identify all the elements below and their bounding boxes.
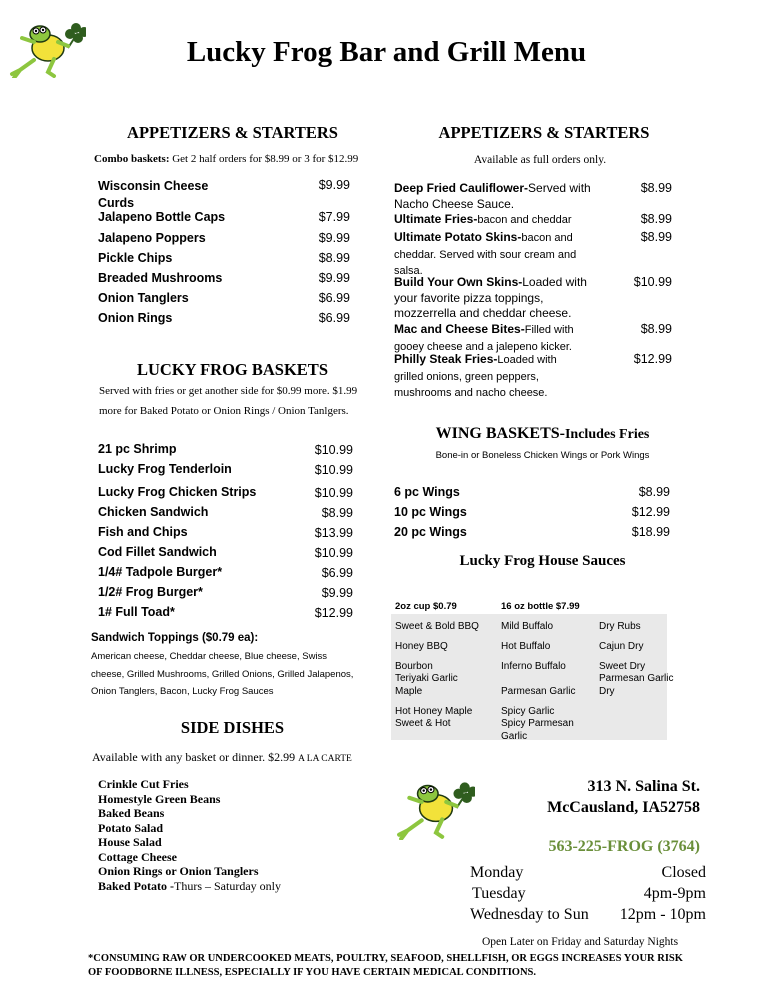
menu-item-name: Breaded Mushrooms <box>98 271 223 285</box>
side-item: Baked Beans <box>98 806 165 820</box>
address-street: 313 N. Salina St. <box>587 778 700 795</box>
page-title: Lucky Frog Bar and Grill Menu <box>186 36 587 68</box>
sides-heading: SIDE DISHES <box>180 718 285 737</box>
menu-item-name: Fish and Chips <box>98 525 188 539</box>
menu-item-name: 20 pc Wings <box>394 525 467 539</box>
hours-day: Monday <box>470 864 524 881</box>
menu-item-price: $7.99 <box>318 210 350 224</box>
toppings-heading: Sandwich Toppings ($0.79 ea): <box>91 632 259 644</box>
menu-item-price: $12.99 <box>633 352 672 366</box>
disclaimer-line: OF FOODBORNE ILLNESS, ESPECIALLY IF YOU HAVE CERTAIN MEDICAL CONDITIONS. <box>88 966 537 978</box>
sauce-item: Sweet & Bold BBQ <box>395 621 479 632</box>
toppings-line: Onion Tanglers, Bacon, Lucky Frog Sauces <box>91 686 274 697</box>
side-item: House Salad <box>98 835 162 849</box>
sauce-item: Inferno Buffalo <box>501 661 566 672</box>
wings-subtitle: Bone-in or Boneless Chicken Wings or Pork Wings <box>435 450 650 461</box>
baskets-heading: LUCKY FROG BASKETS <box>136 360 328 379</box>
menu-item-name: Pickle Chips <box>98 251 173 265</box>
menu-item-price: $8.99 <box>638 485 670 499</box>
sides-note: Available with any basket or dinner. $2.99 A LA CARTE <box>92 750 352 764</box>
sauce-item: Spicy Parmesan <box>501 718 574 729</box>
side-item: Crinkle Cut Fries <box>98 777 189 791</box>
menu-item-desc: Ultimate Potato Skins-bacon and cheddar. Served with sour cream and salsa. <box>394 230 577 277</box>
side-item: Cottage Cheese <box>98 850 177 864</box>
sauces-heading: Lucky Frog House Sauces <box>459 553 626 569</box>
sauce-item: Dry Rubs <box>599 621 641 632</box>
sauce-size-cup: 2oz cup $0.79 <box>395 601 457 612</box>
sauce-item: Garlic <box>501 731 528 742</box>
menu-item-price: $10.99 <box>633 275 672 289</box>
menu-item-price: $9.99 <box>318 231 350 245</box>
menu-item-name: 10 pc Wings <box>394 505 467 519</box>
menu-item-name: Onion Tanglers <box>98 291 189 305</box>
phone-number: 563-225-FROG (3764) <box>548 838 700 855</box>
sauce-item: Maple <box>395 686 423 697</box>
menu-item-price: $9.99 <box>318 271 350 285</box>
menu-item-name: 1/2# Frog Burger* <box>98 585 203 599</box>
menu-item-price: $13.99 <box>314 526 353 540</box>
hours-note: Open Later on Friday and Saturday Nights <box>482 936 679 948</box>
wings-heading: WING BASKETS-Includes Fries <box>435 425 650 442</box>
menu-item-price: $8.99 <box>640 181 672 195</box>
appetizers-right-heading: APPETIZERS & STARTERS <box>438 123 650 142</box>
sauce-item: Honey BBQ <box>395 641 448 652</box>
sauce-size-bottle: 16 oz bottle $7.99 <box>501 601 580 612</box>
hours-time: 4pm-9pm <box>643 885 706 902</box>
menu-item-name: 6 pc Wings <box>394 485 460 499</box>
side-item: Potato Salad <box>98 821 164 835</box>
menu-item-price: $9.99 <box>318 178 350 192</box>
menu-item-name: 1/4# Tadpole Burger* <box>98 565 223 579</box>
sauce-item: Hot Honey Maple <box>395 706 473 717</box>
sauce-item: Sweet & Hot <box>395 718 451 729</box>
menu-item-name: Lucky Frog Tenderloin <box>98 462 232 476</box>
menu-item-name: Wisconsin Cheese Curds <box>98 179 209 210</box>
menu-item-price: $8.99 <box>640 212 672 226</box>
sauce-item: Teriyaki Garlic <box>395 673 458 684</box>
menu-item-price: $18.99 <box>631 525 670 539</box>
side-item: Homestyle Green Beans <box>98 792 221 806</box>
menu-item-name: Jalapeno Poppers <box>98 231 206 245</box>
appetizers-left-heading: APPETIZERS & STARTERS <box>127 123 338 142</box>
menu-item-desc: Mac and Cheese Bites-Filled with gooey cheese and a jalepeno kicker. <box>394 322 574 353</box>
sauce-item: Sweet Dry <box>599 661 646 672</box>
side-item: Baked Potato -Thurs – Saturday only <box>98 879 281 893</box>
toppings-line: American cheese, Cheddar cheese, Blue cheese, Swiss <box>91 651 328 662</box>
sauce-item: Dry <box>599 686 615 697</box>
menu-item-desc: Ultimate Fries-bacon and cheddar <box>394 212 572 226</box>
menu-item-name: Onion Rings <box>98 311 173 325</box>
menu-item-price: $10.99 <box>314 486 353 500</box>
side-item: Onion Rings or Onion Tanglers <box>98 864 259 878</box>
sauce-item: Bourbon <box>395 661 433 672</box>
menu-item-name: 21 pc Shrimp <box>98 442 177 456</box>
menu-item-desc: Deep Fried Cauliflower-Served with Nacho Cheese Sauce. <box>394 181 591 211</box>
menu-item-price: $6.99 <box>321 566 353 580</box>
hours-time: 12pm - 10pm <box>619 906 706 923</box>
combo-label: Combo baskets: <box>94 153 170 165</box>
menu-item-price: $10.99 <box>314 463 353 477</box>
sauce-item: Parmesan Garlic <box>501 686 576 697</box>
menu-item-name: Chicken Sandwich <box>98 505 209 519</box>
menu-item-price: $6.99 <box>318 291 350 305</box>
combo-text: Get 2 half orders for $8.99 or 3 for $12.99 <box>172 153 359 165</box>
hours-day: Wednesday to Sun <box>470 906 589 923</box>
menu-item-price: $8.99 <box>640 230 672 244</box>
menu-item-price: $10.99 <box>314 443 353 457</box>
menu-item-name: Jalapeno Bottle Caps <box>98 210 226 224</box>
baskets-note-line1: Served with fries or get another side for $0.99 more. $1.99 <box>99 385 358 397</box>
combo-note <box>94 153 358 165</box>
menu-item-name: 1# Full Toad* <box>98 605 175 619</box>
menu-item-price: $8.99 <box>318 251 350 265</box>
menu-item-price: $8.99 <box>321 506 353 520</box>
disclaimer-line: *CONSUMING RAW OR UNDERCOOKED MEATS, POULTRY, SEAFOOD, SHELLFISH, OR EGGS INCREASES YOUR RISK <box>88 953 683 964</box>
baskets-note-line2: more for Baked Potato or Onion Rings / Onion Tanlgers. <box>99 405 349 417</box>
frog-logo-icon <box>395 770 475 840</box>
menu-item-name: Lucky Frog Chicken Strips <box>98 485 257 499</box>
menu-item-price: $12.99 <box>631 505 670 519</box>
menu-item-desc: Build Your Own Skins-Loaded with your favorite pizza toppings, mozzerrella and cheddar cheese. <box>394 275 587 320</box>
sauce-item: Spicy Garlic <box>501 706 555 717</box>
menu-item-price: $10.99 <box>314 546 353 560</box>
menu-item-name: Cod Fillet Sandwich <box>98 545 217 559</box>
appetizers-right-subtitle: Available as full orders only. <box>473 154 607 166</box>
menu-item-price: $12.99 <box>314 606 353 620</box>
sauce-item: Parmesan Garlic <box>599 673 674 684</box>
menu-item-price: $9.99 <box>321 586 353 600</box>
hours-time: Closed <box>661 864 706 881</box>
menu-item-price: $6.99 <box>318 311 350 325</box>
hours-day: Tuesday <box>472 885 526 902</box>
sauce-item: Cajun Dry <box>599 641 644 652</box>
sauce-item: Mild Buffalo <box>501 621 554 632</box>
disclaimer <box>88 952 758 979</box>
menu-item-price: $8.99 <box>640 322 672 336</box>
sauce-item: Hot Buffalo <box>501 641 551 652</box>
toppings-line: cheese, Grilled Mushrooms, Grilled Onions, Grilled Jalapenos, <box>91 669 354 680</box>
menu-item-desc: Philly Steak Fries-Loaded with grilled onions, green peppers, mushrooms and nacho cheese. <box>394 352 557 399</box>
address-city: McCausland, IA52758 <box>547 799 700 816</box>
